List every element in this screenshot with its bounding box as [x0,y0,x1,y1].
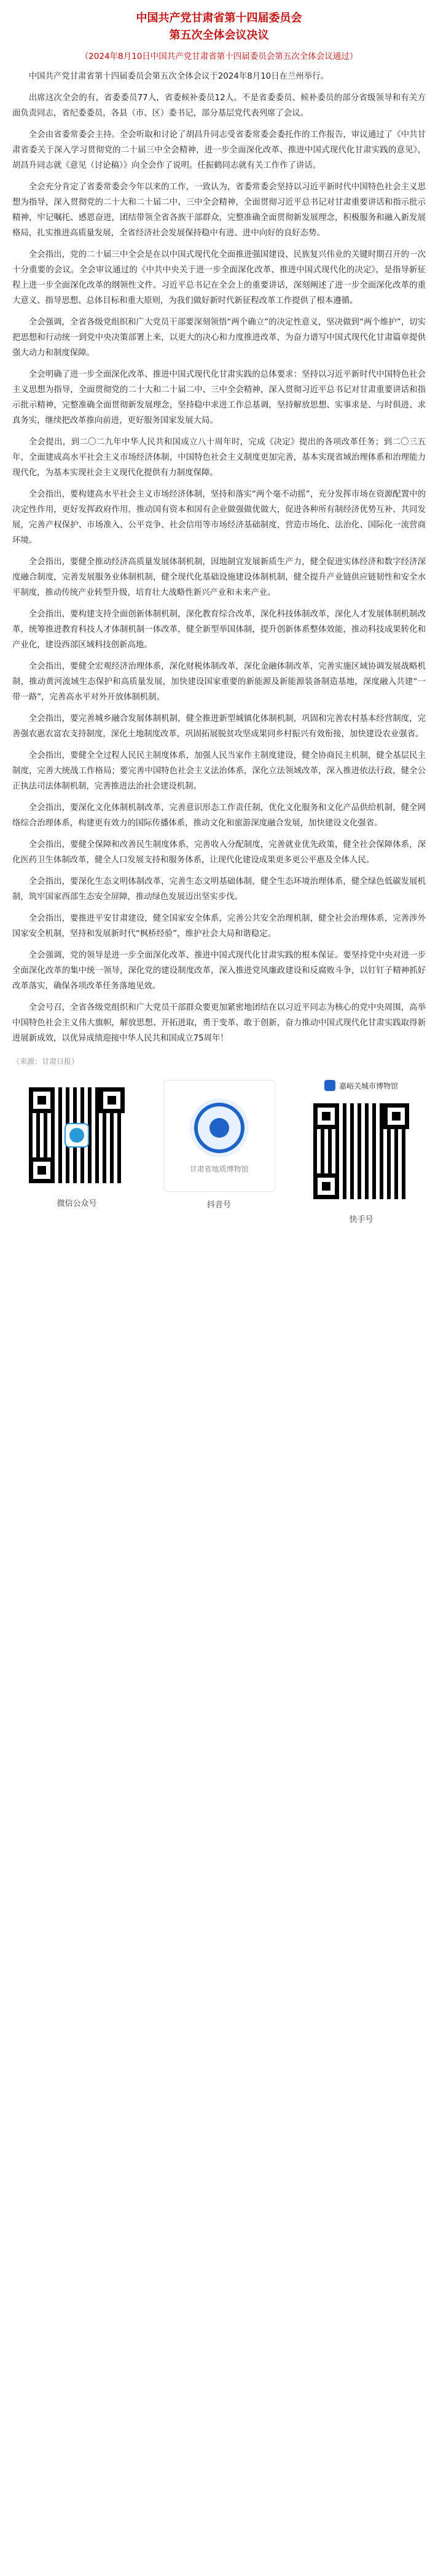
kuaishou-mini-icon [324,1080,335,1091]
article-paragraph: 全会指出，要健全宏观经济治理体系，深化财税体制改革，深化金融体制改革，完善实施区域协调发展战略机制，推动黄河流域生态保护和高质量发展，加快建设国家重要的新能源及新能源装备制造基地，深度融入共建“一带一路”，完善高水平对外开放体制机制。 [12,662,426,702]
article-paragraph: 全会由省委常委会主持。全会听取和讨论了胡昌升同志受省委常委会委托作的工作报告，审议通过了《中共甘肃省委关于深入学习贯彻党的二十届三中全会精神，进一步全面深化改革、推进中国式现代化甘肃实践的意见》，胡昌升同志就《意见（讨论稿）》向全会作了说明。任振鹤同志就有关工作作了讲话。 [12,130,426,170]
article-title-line1: 中国共产党甘肃省第十四届委员会 [136,12,302,25]
article-paragraph: 全会指出，党的二十届三中全会是在以中国式现代化全面推进强国建设、民族复兴伟业的关键时期召开的一次十分重要的会议。全会审议通过的《中共中央关于进一步全面深化改革、推进中国式现代化的决定》，是指导新征程上进一步全面深化改革的纲领性文件。习近平总书记在全会上的重要讲话，深刻阐述了进一步全面深化改革的重大意义、指导思想、总体目标和重大原则，为我们做好新时代新征程改革工作提供了根本遵循。 [12,250,426,305]
qr-kuaishou [297,1080,426,1224]
douyin-label: 抖音号 [206,1200,231,1210]
article-title-line2: 第五次全体会议决议 [169,29,269,42]
article-page [0,0,438,1239]
kuaishou-header [324,1080,398,1091]
article-paragraph: 全会充分肯定了省委常委会今年以来的工作，一致认为，省委常委会坚持以习近平新时代中国特色社会主义思想为指导，深入贯彻党的二十大和二十届二中、三中全会精神，全面贯彻习近平总书记对甘肃重要讲话和指示批示精神，牢记嘱托、感恩奋进，团结带领全省各族干部群众，完整准确全面贯彻新发展理念，积极服务和融入新发展格局，扎实推进高质量发展，全省经济社会发展保持稳中有进、进中向好的良好态势。 [12,183,426,238]
douyin-qr-card [163,1080,275,1192]
article-paragraph: 全会指出，要完善城乡融合发展体制机制，健全推进新型城镇化体制机制，巩固和完善农村基本经营制度，完善强农惠农富农支持制度，深化土地制度改革，巩固拓展脱贫攻坚成果同乡村振兴有效衔接，加快建设农业强省。 [12,714,426,739]
kuaishou-label: 快手号 [349,1215,373,1224]
article-paragraph: 全会指出，要构建支持全面创新体制机制，深化教育综合改革，深化科技体制改革，深化人才发展体制机制改革，统筹推进教育科技人才体制机制一体改革，健全新型举国体制，提升创新体系整体效能，推动科技成果转化和产业化，建设西部区域科技创新高地。 [12,610,426,650]
article-paragraph: 全会明确了进一步全面深化改革、推进中国式现代化甘肃实践的总体要求：坚持以习近平新时代中国特色社会主义思想为指导，全面贯彻党的二十大和二十届二中、三中全会精神，深入贯彻习近平总书记对甘肃重要讲话和指示批示精神，完整准确全面贯彻新发展理念，坚持稳中求进工作总基调，坚持解放思想、实事求是、与时俱进、求真务实，继续把改革推向前进，更好服务国家发展大局。 [12,370,426,425]
article-paragraph: 出席这次全会的有，省委委员77人，省委候补委员12人。不是省委委员、候补委员的部分省级领导和有关方面负责同志，省纪委委员，各县（市、区）委书记，部分基层党代表列席了会议。 [12,93,426,118]
qr-code-row [12,1080,426,1224]
douyin-caption: 甘肃省地质博物馆 [189,1164,249,1173]
article-paragraph: 全会强调，党的领导是进一步全面深化改革、推进中国式现代化甘肃实践的根本保证。要坚持党中央对进一步全面深化改革的集中统一领导，深化党的建设制度改革，深入推进党风廉政建设和反腐败斗争，以钉钉子精神抓好改革落实，确保各项改革任务落地见效。 [12,951,426,991]
article-paragraph: 全会指出，要健全保障和改善民生制度体系，完善收入分配制度，完善就业优先政策，健全社会保障体系，深化医药卫生体制改革，健全人口发展支持和服务体系，让现代化建设成果更多更公平惠及全体人民。 [12,840,426,865]
article-subtitle: （2024年8月10日中国共产党甘肃省第十四届委员会第五次全体会议通过） [80,52,358,61]
qr-wechat [12,1080,141,1224]
article-paragraph: 全会指出，要深化文化体制机制改革，完善意识形态工作责任制，优化文化服务和文化产品供给机制，健全网络综合治理体系，构建更有效力的国际传播体系，推动文化和旅游深度融合发展，加快建设文化强省。 [12,803,426,828]
kuaishou-qr-code-icon [306,1096,416,1207]
article-paragraph: 中国共产党甘肃省第十四届委员会第五次全体会议于2024年8月10日在兰州举行。 [28,72,329,81]
article-paragraph: 全会指出，要构建高水平社会主义市场经济体制，坚持和落实“两个毫不动摇”，充分发挥市场在资源配置中的决定性作用，更好发挥政府作用，推动国有资本和国有企业做强做优做大，促进各种所有制经济优势互补、共同发展，完善产权保护、市场准入、公平竞争、社会信用等市场经济基础制度，营造市场化、法治化、国际化一流营商环境。 [12,490,426,545]
article-body [12,69,426,1046]
article-paragraph: 全会指出，要健全全过程人民民主制度体系，加强人民当家作主制度建设，健全协商民主机制，健全基层民主制度，完善大统战工作格局；要完善中国特色社会主义法治体系，深化立法领域改革，深入推进依法行政，健全公正执法司法体制机制，完善推进法治社会建设机制。 [12,751,426,791]
kuaishou-header-text: 嘉峪关城市博物馆 [338,1081,398,1090]
wechat-label: 微信公众号 [57,1199,97,1208]
article-paragraph: 全会指出，要深化生态文明体制改革，完善生态文明基础体制，健全生态环境治理体系，健全绿色低碳发展机制，筑牢国家西部生态安全屏障，推动绿色发展迈出坚实步伐。 [12,877,426,902]
qr-douyin [155,1080,284,1224]
museum-logo-icon [190,1098,249,1157]
article-paragraph: 全会提出，到二〇二九年中华人民共和国成立八十周年时，完成《决定》提出的各项改革任务；到二〇三五年，全面建成高水平社会主义市场经济体制，中国特色社会主义制度更加完善，基本实现省域治理体系和治理能力现代化，为基本实现社会主义现代化提供有力制度保障。 [12,438,426,478]
article-paragraph: 全会指出，要推进平安甘肃建设，健全国家安全体系，完善公共安全治理机制，健全社会治理体系，完善涉外国家安全机制，坚持和发展新时代“枫桥经验”，维护社会大局和谐稳定。 [12,914,426,939]
article-paragraph: 全会强调，全省各级党组织和广大党员干部要深刻领悟“两个确立”的决定性意义，坚决做到“两个维护”，切实把思想和行动统一到党中央决策部署上来，以更大的决心和力度推进改革，为奋力谱写中国式现代化甘肃篇章提供强大动力和制度保障。 [12,318,426,358]
article-source: （来源：甘肃日报） [12,1057,79,1066]
wechat-qr-code-icon [22,1080,132,1191]
article-paragraph: 全会指出，要健全推动经济高质量发展体制机制，因地制宜发展新质生产力，健全促进实体经济和数字经济深度融合制度，完善发展服务业体制机制，健全现代化基础设施建设体制机制，健全提升产业链供应链韧性和安全水平制度，推动传统产业转型升级，培育壮大战略性新兴产业和未来产业。 [12,557,426,597]
article-paragraph: 全会号召，全省各级党组织和广大党员干部群众要更加紧密地团结在以习近平同志为核心的党中央周围，高举中国特色社会主义伟大旗帜，解放思想、开拓进取，勇于变革、敢于创新，奋力推动中国式现代化甘肃实践取得新进展新成效，以优异成绩迎接中华人民共和国成立75周年！ [12,1003,426,1043]
